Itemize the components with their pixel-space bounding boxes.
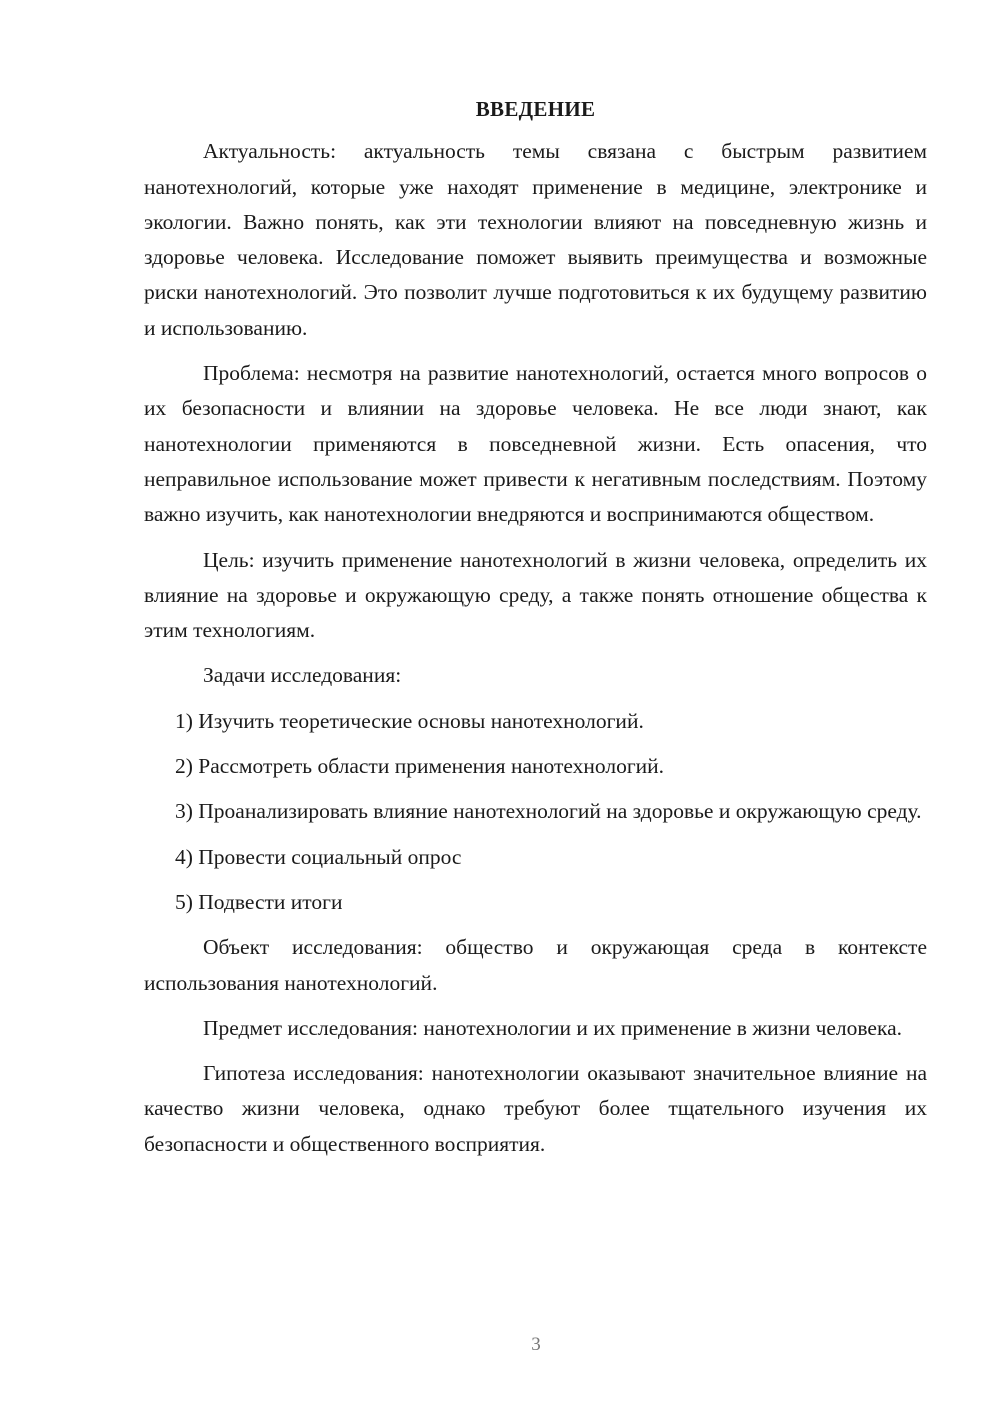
tasks-title: Задачи исследования: <box>203 663 402 688</box>
paragraph-goal: Цель: изучить применение нанотехнологий в жизни человека, определить их влияние на здоровье и окружающую среду, а также понять отношение общества к этим технологиям. <box>144 547 927 643</box>
task-item: 2) Рассмотреть области применения нанотехнологий. <box>175 754 665 779</box>
paragraph-relevance: Актуальность: актуальность темы связана с быстрым развитием нанотехнологий, которые уже находят применение в медицине, электронике и экологии. Важно понять, как эти технологии влияют на повседневную жизнь и здоровье человека. Исследование поможет выявить преимущества и возможные риски нанотехнологий. Это позволит лучше подготовиться к их будущему развитию и использованию. <box>144 139 927 340</box>
task-item: 5) Подвести итоги <box>175 889 343 914</box>
tasks-list <box>144 704 927 920</box>
document-page <box>144 92 927 1172</box>
task-item: 4) Провести социальный опрос <box>175 844 462 869</box>
paragraph-problem: Проблема: несмотря на развитие нанотехнологий, остается много вопросов о их безопасности и влиянии на здоровье человека. Не все люди знают, как нанотехнологии применяются в повседневной жизни. Есть опасения, что неправильное использование может привести к негативным последствиям. Поэтому важно изучить, как нанотехнологии внедряются и воспринимаются обществом. <box>144 361 927 527</box>
task-item: 1) Изучить теоретические основы нанотехнологий. <box>175 708 644 733</box>
paragraph-object: Объект исследования: общество и окружающая среда в контексте использования нанотехнологий. <box>144 935 927 995</box>
paragraph-hypothesis: Гипотеза исследования: нанотехнологии оказывают значительное влияние на качество жизни человека, однако требуют более тщательного изучения их безопасности и общественного восприятия. <box>144 1061 927 1156</box>
page-number: 3 <box>531 1334 541 1355</box>
task-item: 3) Проанализировать влияние нанотехнологий на здоровье и окружающую среду. <box>175 799 922 824</box>
page-title: ВВЕДЕНИЕ <box>475 97 596 121</box>
paragraph-subject: Предмет исследования: нанотехнологии и их применение в жизни человека. <box>203 1015 903 1040</box>
